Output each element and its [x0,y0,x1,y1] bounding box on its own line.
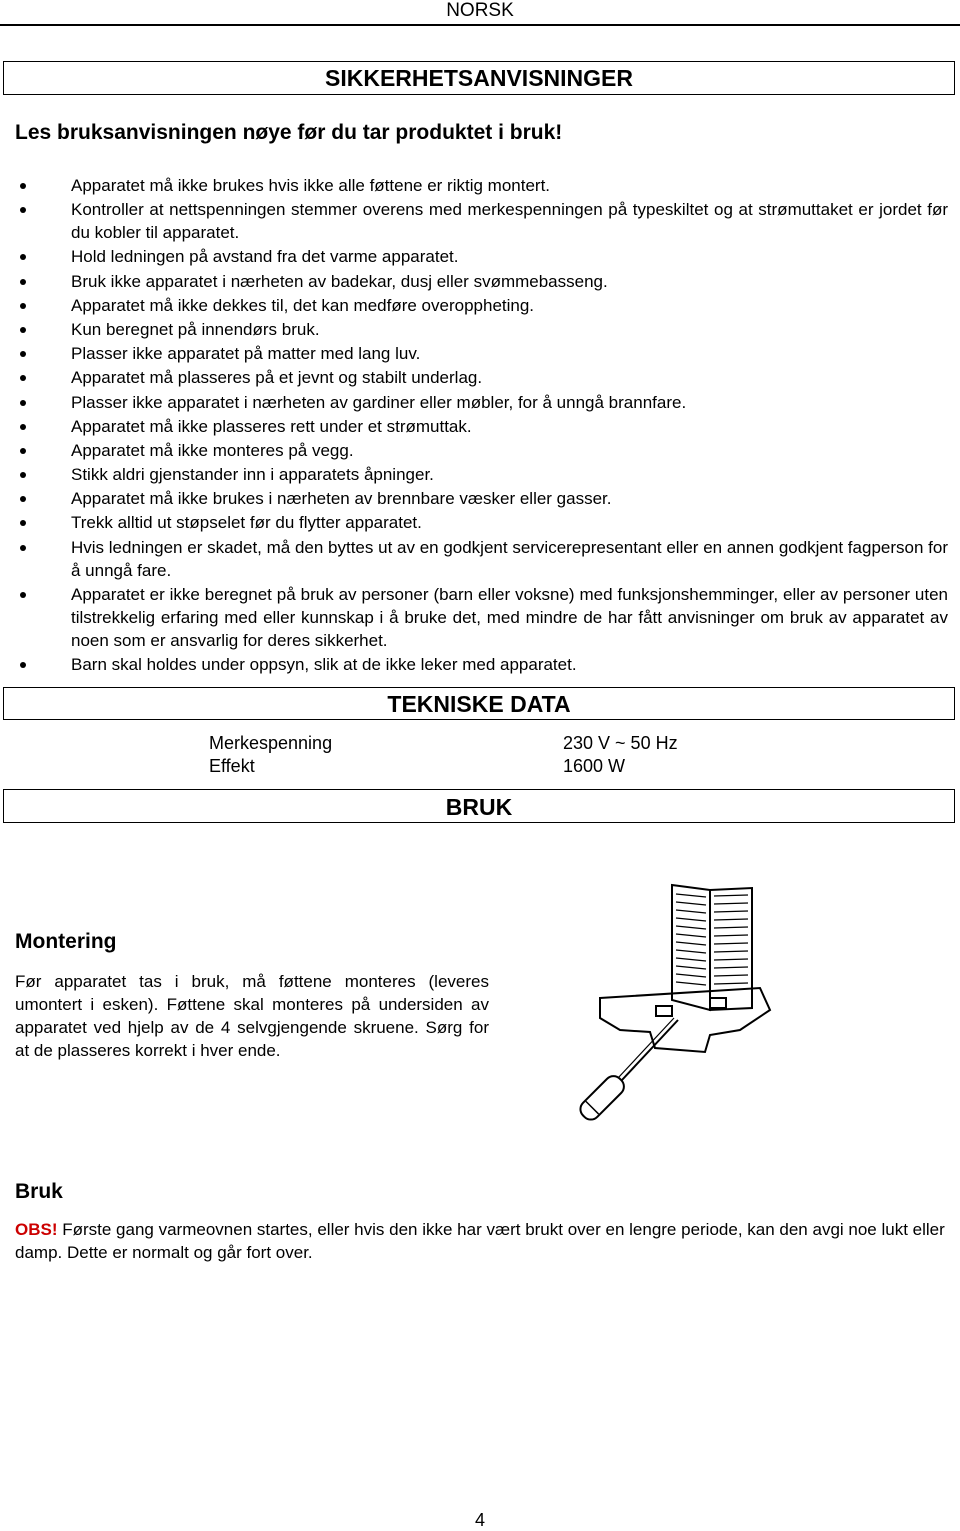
use-note [15,1218,945,1264]
bullet-icon [20,545,26,551]
safety-item [20,198,948,244]
bullet-icon [20,448,26,454]
use-heading: Bruk [15,1180,63,1203]
bullet-icon [20,207,26,213]
header-language: NORSK [446,0,514,21]
bullet-icon [20,375,26,381]
safety-item-text: Apparatet er ikke beregnet på bruk av personer (barn eller voksne) med funksjonshemminger, eller av personer uten tilstrekkelig erfaring med eller kunnskap i å bruke det, med mindre de har fått anvisninger om bruk av apparatet av noen som er ansvarlig for deres sikkerhet. [71,584,948,650]
bullet-icon [20,327,26,333]
bullet-icon [20,254,26,260]
safety-item [20,439,948,462]
safety-title: SIKKERHETSANVISNINGER [3,61,955,95]
spec-label-power: Effekt [209,756,255,776]
note-text: Første gang varmeovnen startes, eller hvis den ikke har vært brukt over en lengre periode, kan den avgi noe lukt eller damp. Dette er normalt og går fort over. [15,1220,945,1262]
safety-item [20,270,948,293]
mounting-text: Før apparatet tas i bruk, må føttene monteres (leveres umontert i esken). Føttene skal monteres på undersiden av apparatet ved hjelp av de 4 selvgjengende skruene. Sørg for at de plasseres korrekt i hver ende. [15,972,489,1060]
safety-item [20,511,948,534]
bullet-icon [20,592,26,598]
safety-item-text: Plasser ikke apparatet i nærheten av gardiner eller møbler, for å unngå brannfare. [71,392,687,412]
safety-item-text: Apparatet må ikke dekkes til, det kan medføre overoppheting. [71,295,535,315]
safety-item [20,342,948,365]
safety-item-text: Kun beregnet på innendørs bruk. [71,319,320,339]
heater-foot-illustration [560,880,780,1135]
bullet-icon [20,662,26,668]
safety-item-text: Trekk alltid ut støpselet før du flytter apparatet. [71,513,422,533]
bullet-icon [20,351,26,357]
safety-item [20,391,948,414]
safety-item [20,583,948,652]
bullet-icon [20,520,26,526]
safety-item [20,463,948,486]
page-number: 4 [474,1510,485,1530]
safety-item-text: Kontroller at nettspenningen stemmer overens med merkespenningen på typeskiltet og at strømuttaket er jordet før du kobler til apparatet. [71,200,948,243]
safety-list [20,174,948,677]
spec-value-power: 1600 W [563,756,626,776]
safety-item-text: Apparatet må ikke brukes i nærheten av brennbare væsker eller gasser. [71,489,612,509]
safety-item [20,415,948,438]
bullet-icon [20,183,26,189]
bullet-icon [20,424,26,430]
bullet-icon [20,400,26,406]
bullet-icon [20,496,26,502]
safety-item-text: Bruk ikke apparatet i nærheten av badekar, dusj eller svømmebasseng. [71,271,608,291]
bullet-icon [20,303,26,309]
safety-item-text: Apparatet må ikke monteres på vegg. [71,440,354,460]
mounting-heading: Montering [15,930,117,953]
safety-item [20,294,948,317]
safety-item [20,536,948,582]
safety-item [20,366,948,389]
safety-item-text: Plasser ikke apparatet på matter med lang luv. [71,344,421,364]
note-label: OBS! [15,1220,58,1239]
tech-title: TEKNISKE DATA [3,687,955,720]
safety-item [20,318,948,341]
safety-item [20,487,948,510]
safety-lead: Les bruksanvisningen nøye før du tar produktet i bruk! [15,121,563,144]
safety-item-text: Apparatet må ikke brukes hvis ikke alle føttene er riktig montert. [71,176,551,195]
safety-item [20,174,948,197]
safety-item-text: Apparatet må ikke plasseres rett under et strømuttak. [71,416,472,436]
spec-label-voltage: Merkespenning [209,733,333,753]
bullet-icon [20,472,26,478]
spec-value-voltage: 230 V ~ 50 Hz [563,733,678,753]
safety-item-text: Barn skal holdes under oppsyn, slik at de ikke leker med apparatet. [71,655,577,674]
usage-title: BRUK [3,789,955,823]
bullet-icon [20,279,26,285]
safety-item-text: Apparatet må plasseres på et jevnt og stabilt underlag. [71,368,483,388]
safety-item [20,245,948,268]
safety-item-text: Hold ledningen på avstand fra det varme apparatet. [71,247,459,267]
header-divider [0,24,960,26]
safety-item-text: Stikk aldri gjenstander inn i apparatets åpninger. [71,465,434,485]
safety-item-text: Hvis ledningen er skadet, må den byttes ut av en godkjent servicerepresentant eller en annen godkjent fagperson for å unngå fare. [71,537,948,580]
safety-item [20,653,948,676]
